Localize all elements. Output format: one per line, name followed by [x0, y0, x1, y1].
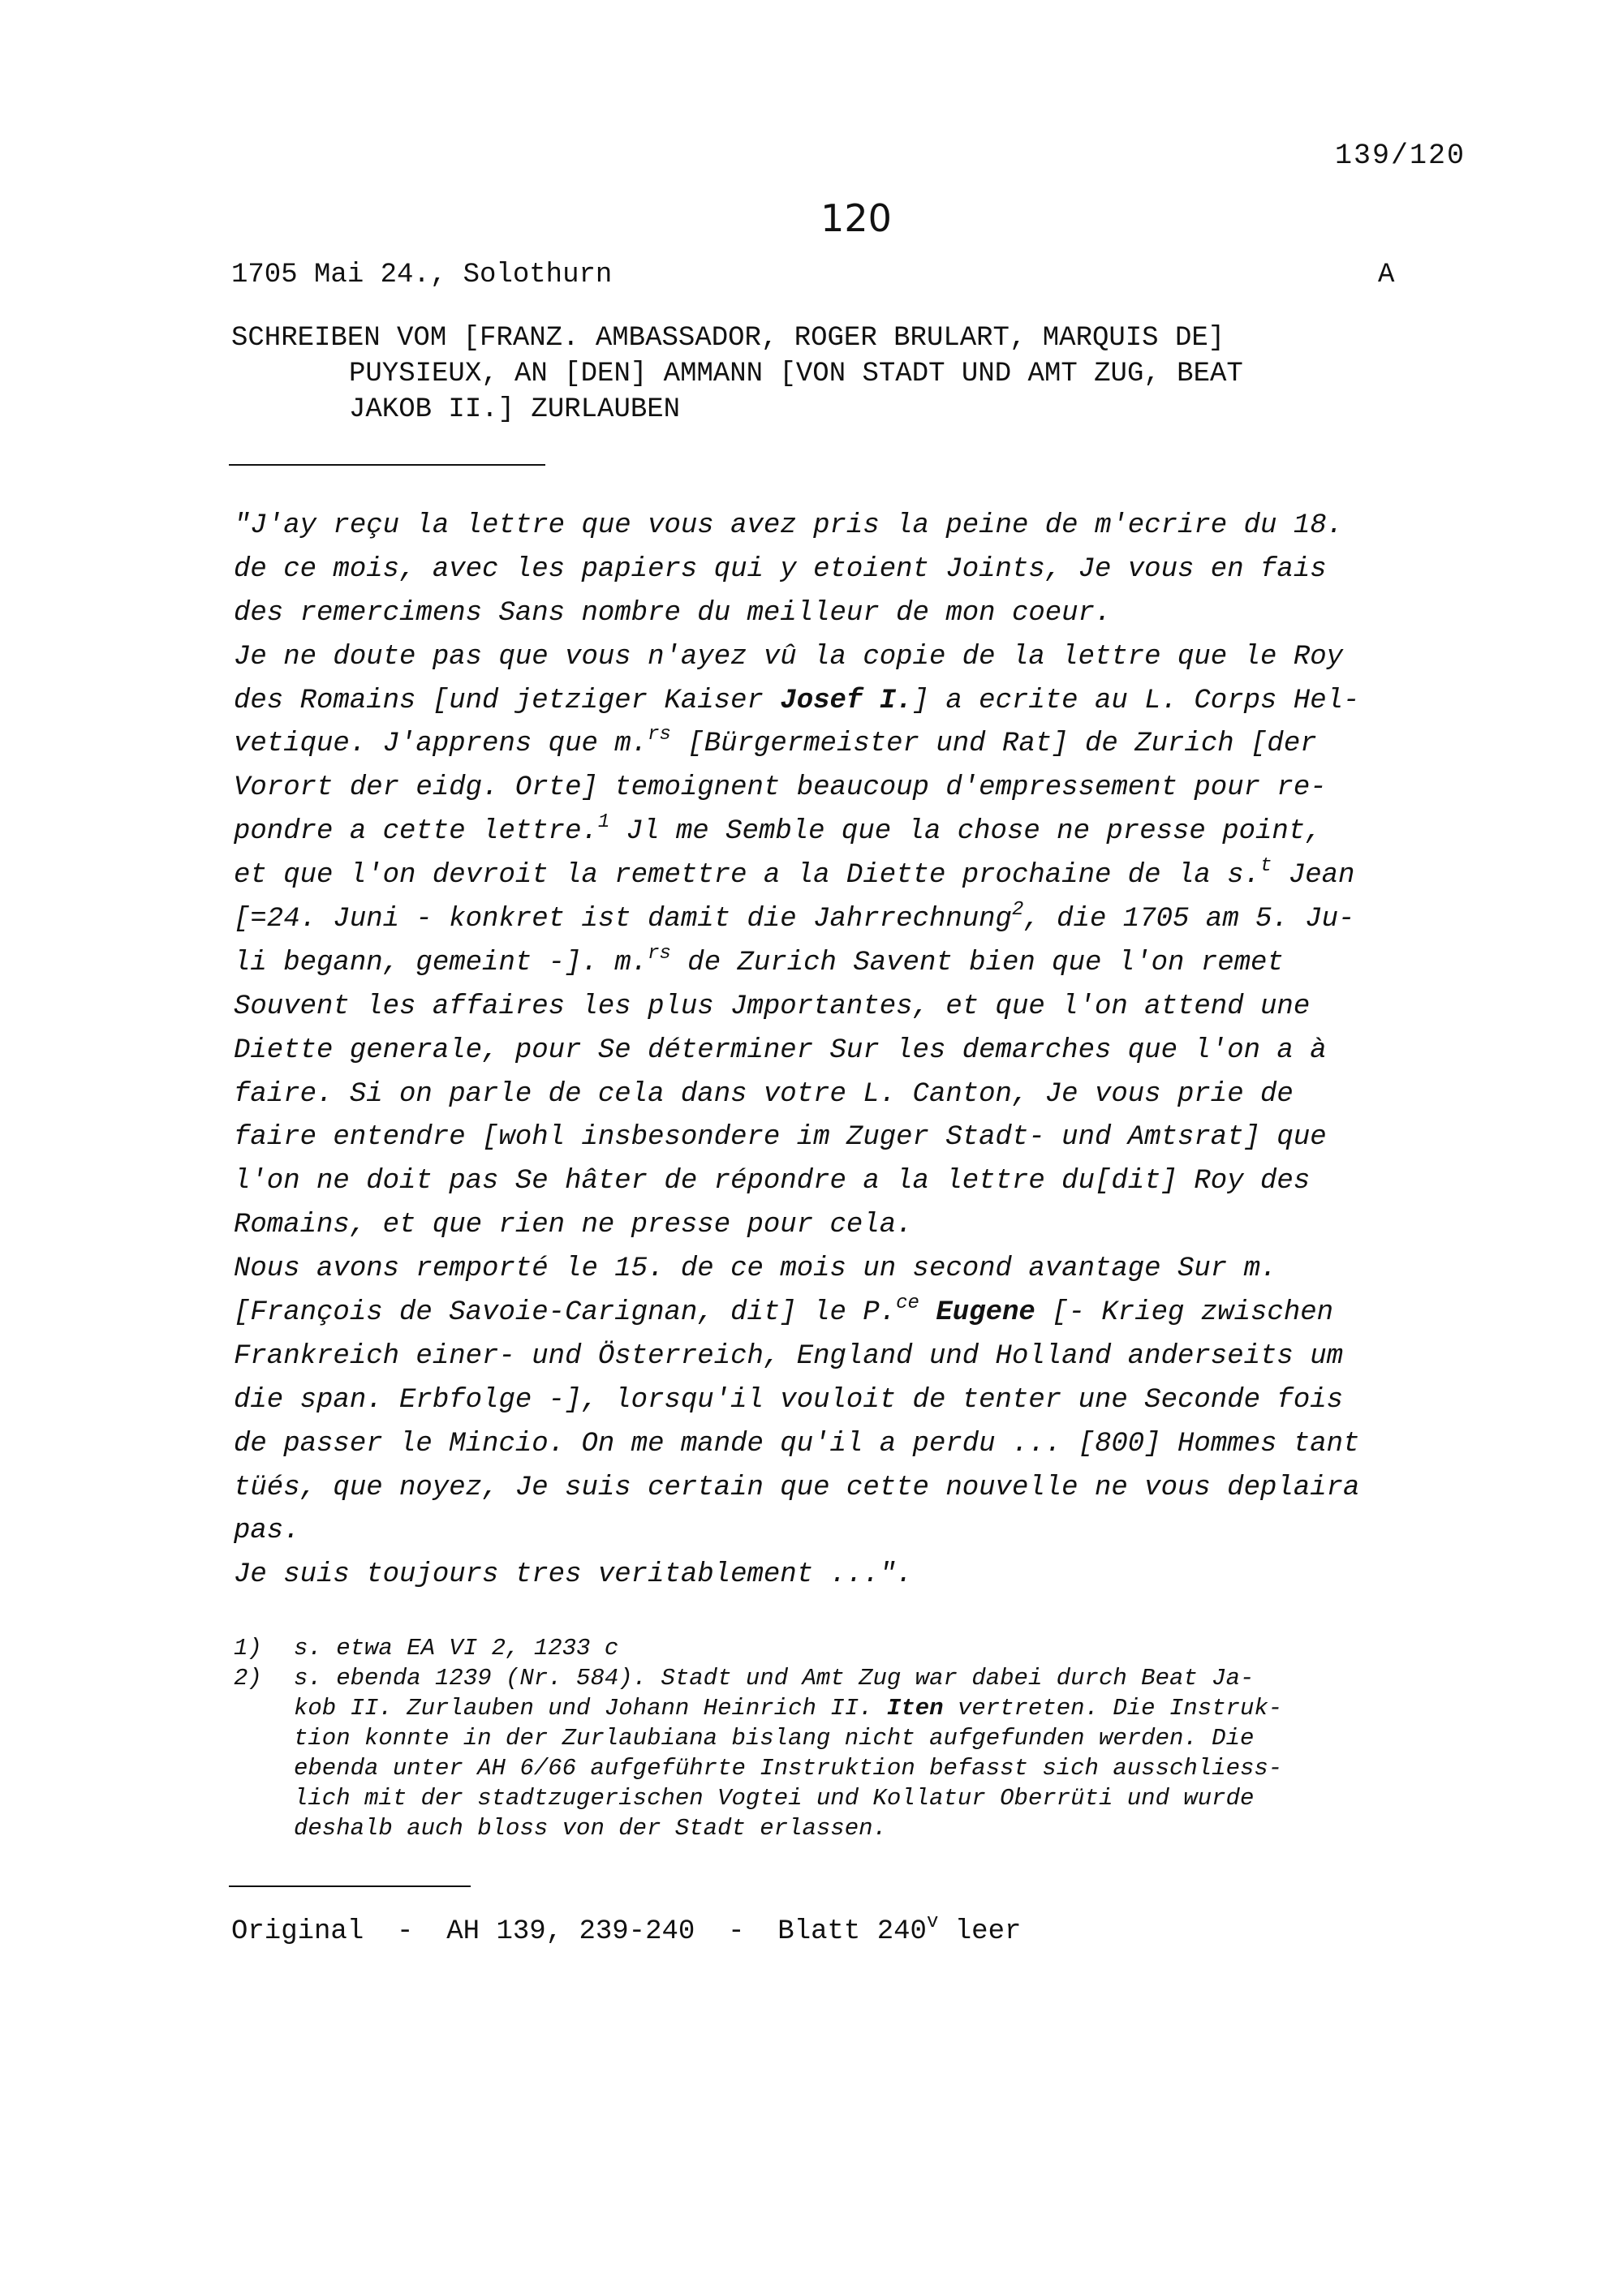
footnote-number: 2)	[234, 1665, 262, 1692]
document-heading	[231, 320, 1432, 428]
heading-line: JAKOB II.] ZURLAUBEN	[349, 394, 681, 425]
body-line: Diette generale, pour Se déterminer Sur les demarches que l'on a à	[234, 1034, 1327, 1066]
date-place: 1705 Mai 24., Solothurn	[231, 260, 613, 290]
body-line: Romains, et que rien ne presse pour cela.	[234, 1210, 913, 1241]
body-line: pas.	[234, 1516, 300, 1547]
body-line: [François de Savoie-Carignan, dit] le P.$^{ce}$ Eugene [- Krieg zwischen	[234, 1292, 1334, 1329]
body-line: Je ne doute pas que vous n'ayez vû la copie de la lettre que le Roy	[234, 641, 1344, 673]
footnote-number: 1)	[234, 1635, 262, 1662]
body-line: die span. Erbfolge -], lorsqu'il vouloit de tenter une Seconde fois	[234, 1384, 1344, 1416]
heading-line: PUYSIEUX, AN [DEN] AMMANN [VON STADT UND AMT ZUG, BEAT	[349, 359, 1243, 389]
body-line: de ce mois, avec les papiers qui y etoient Joints, Je vous en fais	[234, 553, 1327, 585]
footnote-ref: 1	[597, 811, 610, 834]
body-line: des Romains [und jetziger Kaiser Josef I.] a ecrite au L. Corps Hel-	[234, 685, 1360, 716]
body-line: et que l'on devroit la remettre a la Diette prochaine de la s.$^t$ Jean	[234, 855, 1355, 892]
source-line: Original - AH 139, 239-240 - Blatt 240$^v$ leer	[231, 1911, 1022, 1947]
classification-mark: A	[1378, 260, 1395, 290]
heading-line: SCHREIBEN VOM [FRANZ. AMBASSADOR, ROGER BRULART, MARQUIS DE]	[231, 323, 1225, 354]
footnote-2	[234, 1663, 1467, 1843]
footnote-1	[234, 1633, 1467, 1663]
body-line: Nous avons remporté le 15. de ce mois un second avantage Sur m.	[234, 1253, 1277, 1285]
body-line: tüés, que noyez, Je suis certain que cette nouvelle ne vous deplaira	[234, 1472, 1360, 1503]
footnote-text: s. etwa EA VI 2, 1233 c	[294, 1635, 619, 1662]
person-name: Eugene	[936, 1297, 1035, 1329]
body-line: faire entendre [wohl insbesondere im Zuger Stadt- und Amtsrat] que	[234, 1122, 1327, 1154]
source-divider	[229, 1885, 471, 1887]
footnotes	[234, 1633, 1467, 1843]
page-reference: 139/120	[1335, 140, 1466, 172]
person-name: Iten	[886, 1695, 944, 1722]
body-line: pondre a cette lettre.$^1$ Jl me Semble que la chose ne presse point,	[234, 811, 1322, 848]
body-line: Je suis toujours tres veritablement ...".	[234, 1559, 913, 1591]
body-line: Vorort der eidg. Orte] temoignent beaucoup d'empressement pour re-	[234, 772, 1327, 804]
body-line: Souvent les affaires les plus Jmportantes, et que l'on attend une	[234, 991, 1311, 1022]
body-line: li begann, gemeint -]. m.$^{rs}$ de Zurich Savent bien que l'on remet	[234, 942, 1284, 978]
body-line: de passer le Mincio. On me mande qu'il a perdu ... [800] Hommes tant	[234, 1428, 1360, 1460]
body-line: [=24. Juni - konkret ist damit die Jahrrechnung$^2$, die 1705 am 5. Ju-	[234, 899, 1355, 935]
body-line: vetique. J'apprens que m.$^{rs}$ [Bürgermeister und Rat] de Zurich [der	[234, 724, 1317, 760]
person-name: Josef I.	[780, 685, 913, 716]
document-number: 120	[820, 196, 892, 240]
heading-divider	[229, 464, 545, 466]
letter-body	[234, 505, 1467, 1597]
footnote-text: s. ebenda 1239 (Nr. 584). Stadt und Amt Zug war dabei durch Beat Ja- kob II. Zurlauben und Johann Heinrich II. Iten vertreten. Die Instruk- tion konnte in der Zurlaubiana bislang nicht aufgefunden werden. Die ebenda unter AH 6/66 aufgeführte Instruktion befasst sich ausschliess- lich mit der stadtzugerischen Vogtei und Kollatur Oberrüti und wurde deshalb auch bloss von der Stadt erlassen.	[294, 1665, 1283, 1842]
body-line: l'on ne doit pas Se hâter de répondre a la lettre du[dit] Roy des	[234, 1166, 1311, 1197]
body-line: faire. Si on parle de cela dans votre L. Canton, Je vous prie de	[234, 1078, 1294, 1110]
body-line: Frankreich einer- und Österreich, England und Holland anderseits um	[234, 1340, 1344, 1372]
footnote-ref: 2	[1011, 899, 1024, 922]
body-line: "J'ay reçu la lettre que vous avez pris la peine de m'ecrire du 18.	[234, 510, 1344, 541]
body-line: des remercimens Sans nombre du meilleur de mon coeur.	[234, 597, 1112, 629]
